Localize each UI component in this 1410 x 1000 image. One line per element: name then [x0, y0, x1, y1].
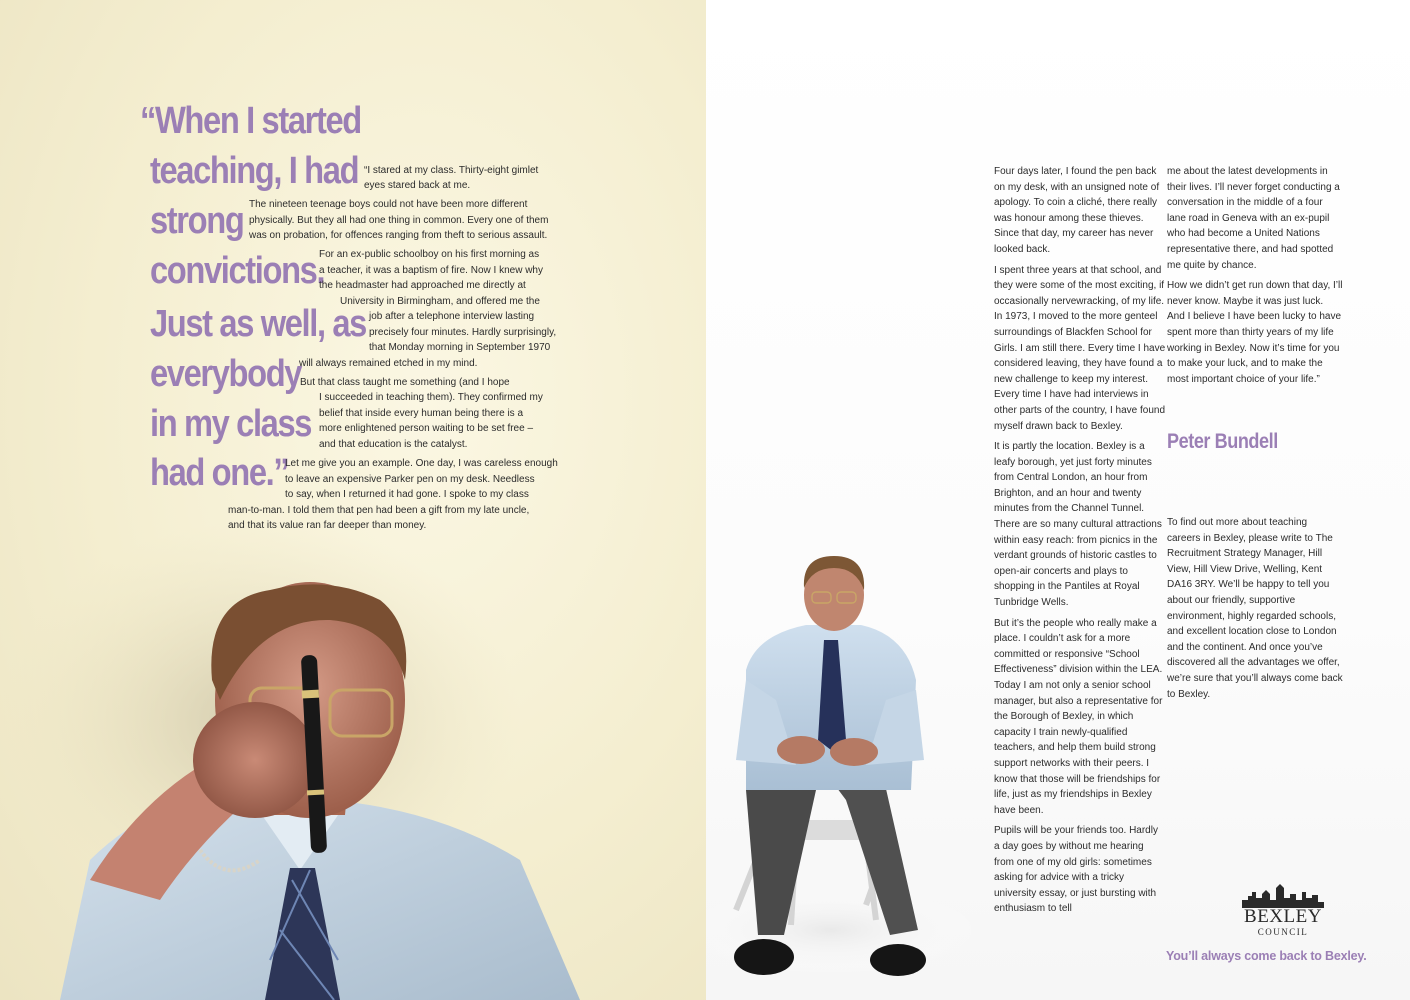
quote-line: “When I started [140, 100, 361, 142]
body-line: more enlightened person waiting to be set free – [319, 423, 534, 434]
body-line: and that its value ran far deeper than money. [228, 520, 427, 531]
signature: Peter Bundell [1167, 430, 1278, 453]
quote-line: convictions. [150, 250, 325, 292]
body-line: I succeeded in teaching them). They confirmed my [319, 392, 543, 403]
body-line: But that class taught me something (and I hope [300, 377, 510, 388]
quote-line: Just as well, as [150, 303, 366, 345]
body-line: a teacher, it was a baptism of fire. Now I knew why [319, 265, 543, 276]
logo-name: BEXLEY [1244, 906, 1322, 927]
quote-line: had one.” [150, 452, 289, 494]
body-line: precisely four minutes. Hardly surprisingly, [369, 327, 557, 338]
quote-line: strong [150, 200, 244, 242]
contact-info [1167, 515, 1343, 707]
bexley-council-logo [1236, 884, 1330, 940]
text-column-one [994, 164, 1166, 922]
logo-sub: COUNCIL [1257, 927, 1309, 937]
quote-line: in my class [150, 403, 312, 445]
body-line: that Monday morning in September 1970 [369, 342, 551, 353]
text-column-two [1167, 164, 1343, 392]
skyline-icon [1236, 884, 1330, 908]
body-line: man-to-man. I told them that pen had been a gift from my late uncle, [228, 505, 530, 516]
quote-line: everybody [150, 353, 302, 395]
body-line: physically. But they all had one thing in common. Every one of them [249, 215, 549, 226]
paragraph: It is partly the location. Bexley is a leafy borough, yet just forty minutes from Central London, an hour from Brighton, and an hour and twenty minutes from the Channel Tunnel. There are so many cultural attractions within easy reach: from picnics in the verdant grounds of historic castles to open-air concerts and plays to shopping in the Pantiles at Royal Tunbridge Wells. [994, 441, 1162, 609]
tagline: You’ll always come back to Bexley. [1166, 949, 1367, 963]
paragraph: How we didn’t get run down that day, I’ll never know. Maybe it was just luck. And I believe I have been lucky to have spent more than thirty years of my life working in Bexley. Now it’s time for you to make your luck, and to make the most important choice of your life.” [1167, 280, 1343, 385]
body-line: eyes stared back at me. [364, 180, 471, 191]
quote-line: teaching, I had [150, 150, 359, 192]
body-line: job after a telephone interview lasting [369, 311, 535, 322]
body-line: and that education is the catalyst. [319, 439, 468, 450]
paragraph: Pupils will be your friends too. Hardly a day goes by without me hearing from one of my old girls: sometimes asking for advice with a tricky university essay, or just bursting with enthusiasm to tell [994, 825, 1158, 915]
body-line: the headmaster had approached me directly at [319, 280, 526, 291]
paragraph: I spent three years at that school, and they were some of the most exciting, if occasionally nervewracking, of my life. In 1973, I moved to the more genteel surroundings of Blackfen School for Girls. I am still there. Every time I have considered leaving, they have found a new challenge to keep my interest. Every time I have had interviews in other parts of the country, I have found myself drawn back to Bexley. [994, 264, 1166, 432]
body-line: will always remained etched in my mind. [299, 358, 478, 369]
body-line: “I stared at my class. Thirty-eight gimlet [364, 165, 539, 176]
body-line: University in Birmingham, and offered me the [340, 296, 540, 307]
body-line: was on probation, for offences ranging from theft to serious assault. [249, 230, 548, 241]
body-line: For an ex-public schoolboy on his first morning as [319, 249, 540, 260]
paragraph: me about the latest developments in their lives. I’ll never forget conducting a conversation in the middle of a four lane road in Geneva with an ex-pupil who had become a United Nations representative there, and had spotted me quite by chance. [1167, 166, 1340, 271]
body-line: Let me give you an example. One day, I was careless enough [285, 458, 558, 469]
body-line: to say, when I returned it had gone. I spoke to my class [285, 489, 529, 500]
contact-paragraph: To find out more about teaching careers in Bexley, please write to The Recruitment Strategy Manager, Hill View, Hill View Drive, Welling, Kent DA16 3RY. We’ll be happy to tell you about our friendly, supportive environment, highly regarded schools, and excellent location close to London and the continent. And once you’ve discovered all the advantages we offer, we’re sure that you’ll always come back to Bexley. [1167, 517, 1343, 700]
paragraph: But it’s the people who really make a place. I couldn’t ask for a more committed or responsive “School Effectiveness” division within the LEA. Today I am not only a senior school manager, but also a representative for the Borough of Bexley, in which capacity I train newly-qualified teachers, and help them build strong support networks with their peers. I know that those will be friendships for life, just as my friendships in Bexley have been. [994, 617, 1163, 816]
right-page [706, 0, 1410, 1000]
body-line: The nineteen teenage boys could not have been more different [249, 199, 528, 210]
body-line: belief that inside every human being there is a [319, 408, 524, 419]
paragraph: Four days later, I found the pen back on my desk, with an unsigned note of apology. To coin a cliché, there really was honour among these thieves. Since that day, my career has never looked back. [994, 166, 1160, 255]
body-line: to leave an expensive Parker pen on my desk. Needless [285, 474, 535, 485]
